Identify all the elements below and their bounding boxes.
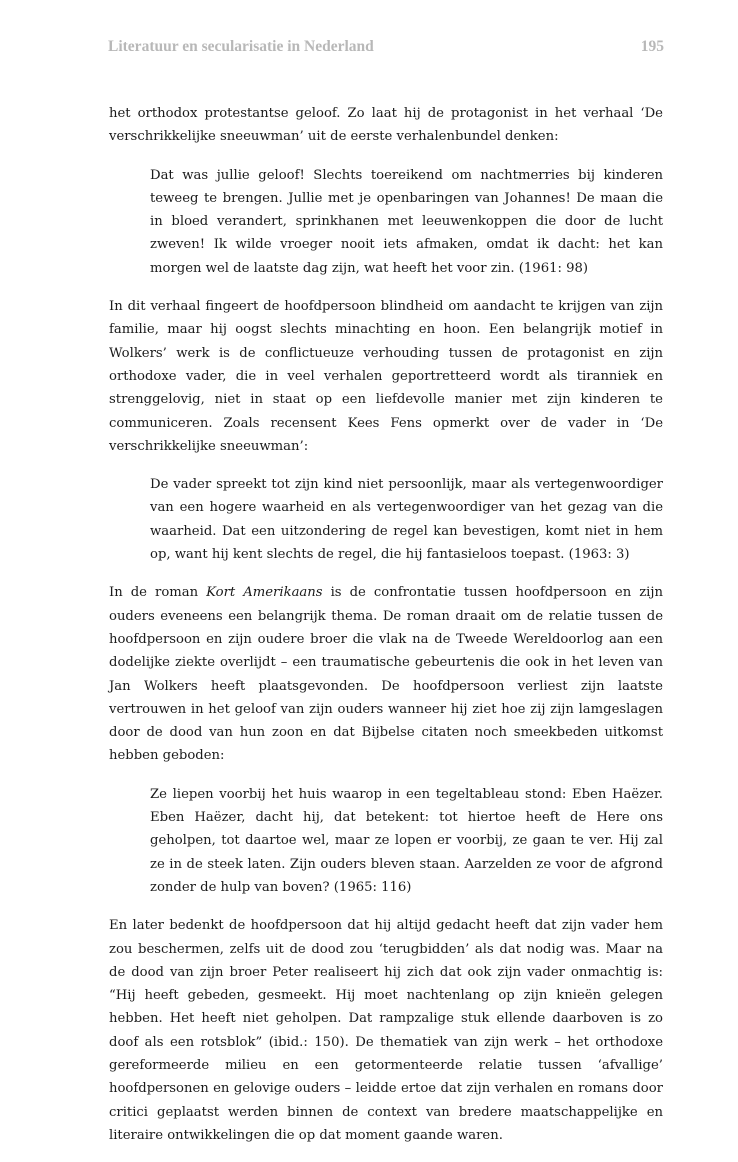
paragraph-3-start: In de roman bbox=[109, 585, 207, 601]
block-quote-3: Ze liepen voorbij het huis waarop in een tegeltableau stond: Eben Haëzer. Eben Haëzer, dacht hij, dat betekent: tot hiertoe heeft de Here ons geholpen, tot daartoe wel, maar ze lopen er voorbij, ze gaan te ver. Hij zal ze in de steek laten. Zijn ouders bleven staan. Aarzelden ze voor de afgrond zonder de hulp van boven? (1965: 116) bbox=[150, 786, 663, 895]
paragraph-1: het orthodox protestantse geloof. Zo laat hij de protagonist in het verhaal ‘De verschrikkelijke sneeuwman’ uit de eerste verhalenbundel denken: bbox=[109, 106, 663, 145]
running-title: Literatuur en secularisatie in Nederland bbox=[108, 38, 374, 55]
paragraph-2: In dit verhaal fingeert de hoofdpersoon blindheid om aandacht te krijgen van zijn familie, maar hij oogst slechts minachting en hoon. Een belangrijk motief in Wolkers’ werk is de conflictueuze verhouding tussen de protagonist en zijn orthodoxe vader, die in veel verhalen geportretteerd wordt als tiranniek en strenggelovig, niet in staat op een liefdevolle manier met zijn kinderen te communiceren. Zoals recensent Kees Fens opmerkt over de vader in ‘De verschrikkelijke sneeuwman’: bbox=[109, 299, 663, 454]
novel-title: Kort Amerikaans bbox=[206, 585, 323, 601]
paragraph-3 bbox=[109, 581, 663, 767]
paragraph-3-rest: is de confrontatie tussen hoofdpersoon en zijn ouders eveneens een belangrijk thema. De roman draait om de relatie tussen de hoofdpersoon en zijn oudere broer die vlak na de Tweede Wereldoorlog aan een dodelijke ziekte overlijdt – een traumatische gebeurtenis die ook in het leven van Jan Wolkers heeft plaatsgevonden. De hoofdpersoon verliest zijn laatste vertrouwen in het geloof van zijn ouders wanneer hij ziet hoe zij zijn lamgeslagen door de dood van hun zoon en dat Bijbelse citaten noch smeekbeden uitkomst hebben geboden: bbox=[109, 585, 663, 764]
page-body bbox=[109, 102, 663, 1162]
block-quote-1: Dat was jullie geloof! Slechts toereikend om nachtmerries bij kinderen teweeg te brengen. Jullie met je openbaringen van Johannes! De maan die in bloed verandert, sprinkhanen met leeuwenkoppen die door de lucht zweven! Ik wilde vroeger nooit iets afmaken, omdat ik dacht: het kan morgen wel de laatste dag zijn, wat heeft het voor zin. (1961: 98) bbox=[150, 167, 663, 276]
page-number: 195 bbox=[640, 38, 664, 55]
block-quote-2: De vader spreekt tot zijn kind niet persoonlijk, maar als vertegenwoordiger van een hogere waarheid en als vertegenwoordiger van het gezag van die waarheid. Dat een uitzondering de regel kan bevestigen, komt niet in hem op, want hij kent slechts de regel, die hij fantasieloos toepast. (1963: 3) bbox=[150, 477, 663, 563]
paragraph-4: En later bedenkt de hoofdpersoon dat hij altijd gedacht heeft dat zijn vader hem zou beschermen, zelfs uit de dood zou ‘terugbidden’ als dat nodig was. Maar na de dood van zijn broer Peter realiseert hij zich dat ook zijn vader onmachtig is: “Hij heeft gebeden, gesmeekt. Hij moet nachtenlang op zijn knieën gelegen hebben. Het heeft niet geholpen. Dat rampzalige stuk ellende daarboven is zo doof als een rotsblok” (ibid.: 150). De thematiek van zijn werk – het orthodoxe gereformeerde milieu en een getormenteerde relatie tussen ‘afvallige’ hoofdpersonen en gelovige ouders – leidde ertoe dat zijn verhalen en romans door critici geplaatst werden binnen de context van bredere maatschappelijke en literaire ontwikkelingen die op dat moment gaande waren. bbox=[109, 918, 663, 1143]
running-header bbox=[108, 38, 664, 62]
